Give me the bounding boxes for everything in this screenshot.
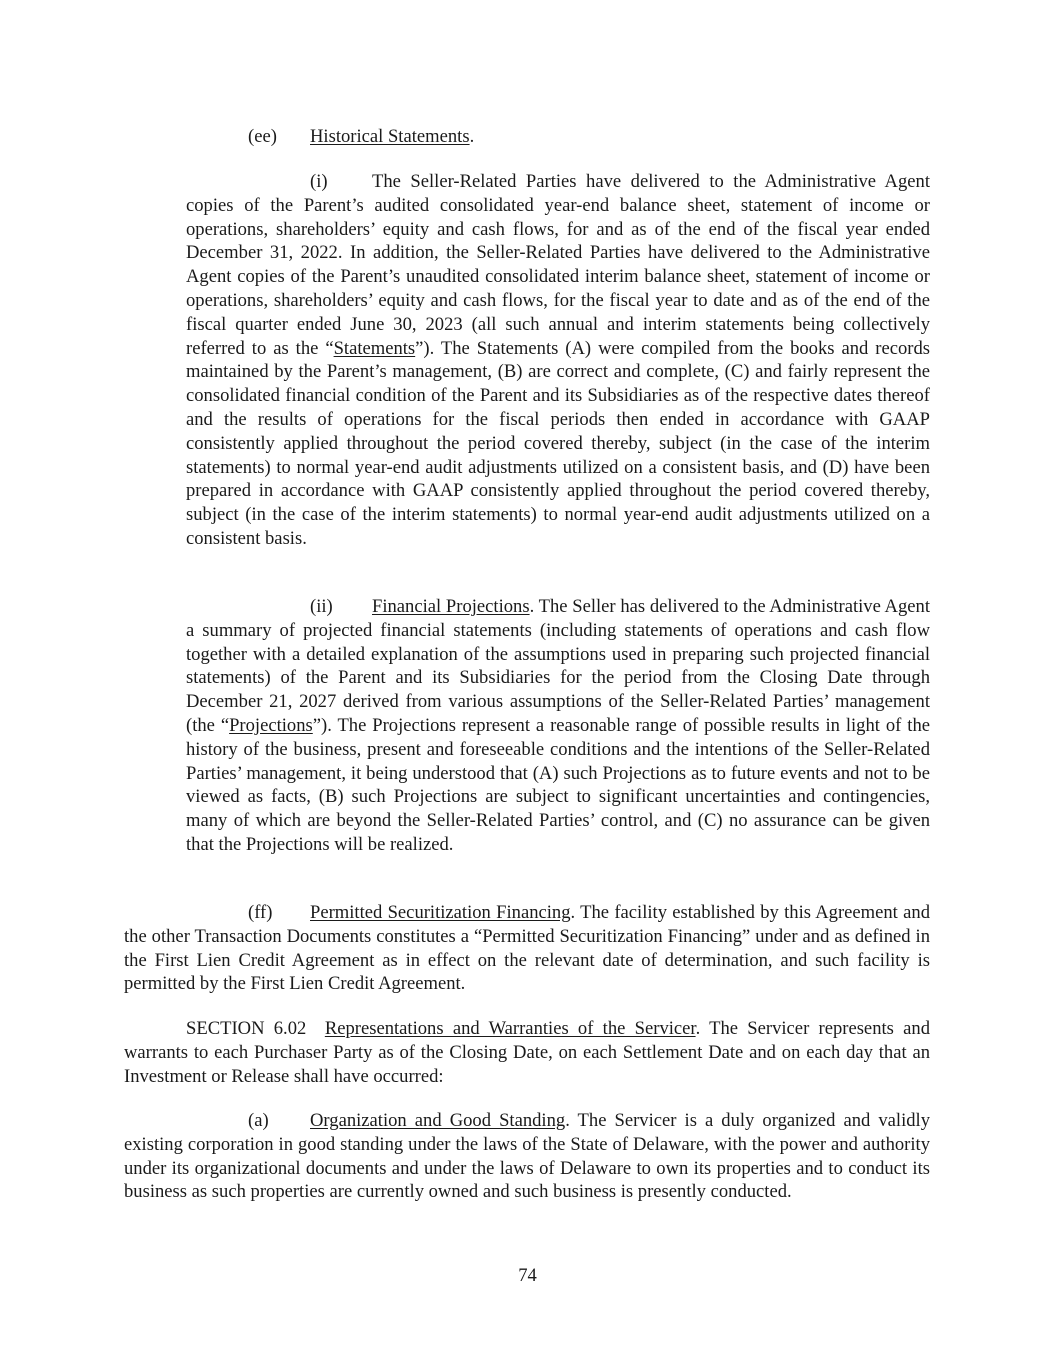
section-ff-label: (ff) bbox=[248, 902, 273, 923]
paragraph-ee-i-text-1: The Seller-Related Parties have delivered to the Administrative Agent copies of the Parent’s audited consolidated year-end balance sheet, statement of income or operations, shareholders’ equity and cash flows, for and as of the end of the fiscal year ended December 31, 2022. In addition, the Seller-Related Parties have delivered to the Administrative Agent copies of the Parent’s unaudited consolidated interim balance sheet, statement of income or operations, shareholders’ equity and cash flows, for the fiscal year to date and as of the end of the fiscal quarter ended June 30, 2023 (all such annual and interim statements being collectively referred to as the “ bbox=[186, 171, 930, 359]
paragraph-ee-ii-text-2: ”). The Projections represent a reasonable range of possible results in light of the history of the business, present and foreseeable conditions and the intentions of the Seller-Related Parties’ management, it being understood that (A) such Projections as to future events and not to be viewed as facts, (B) such Projections are subject to significant uncertainties and contingencies, many of which are beyond the Seller-Related Parties’ control, and (C) no assurance can be given that the Projections will be realized. bbox=[186, 714, 930, 855]
paragraph-ee-ii-label: (ii) bbox=[310, 596, 333, 617]
section-a-label: (a) bbox=[248, 1110, 269, 1131]
section-ee-label: (ee) bbox=[248, 126, 277, 147]
section-6-02-text: . The Servicer represents and warrants to each Purchaser Party as of the Closing Date, on each Settlement Date and on each day that an Investment or Release shall have occurred: bbox=[124, 1018, 930, 1087]
section-ff-text: . The facility established by this Agreement and the other Transaction Documents constitutes a “Permitted Securitization Financing” under and as defined in the First Lien Credit Agreement as in effect on the relevant date of determination, and such facility is permitted by the First Lien Credit Agreement. bbox=[124, 902, 930, 995]
page-number: 74 bbox=[518, 1265, 537, 1286]
section-a bbox=[124, 1109, 930, 1204]
section-6-02-label: SECTION 6.02 bbox=[186, 1018, 307, 1039]
section-a-text: . The Servicer is a duly organized and validly existing corporation in good standing under the laws of the State of Delaware, with the power and authority under its organizational documents and under the laws of Delaware to own its properties and to conduct its business as such properties are currently owned and such business is presently conducted. bbox=[124, 1110, 930, 1203]
paragraph-ee-i-text-2: ”). The Statements (A) were compiled from the books and records maintained by the Parent’s management, (B) are correct and complete, (C) and fairly represent the consolidated financial condition of the Parent and its Subsidiaries as of the respective dates thereof and the results of operations for the fiscal periods then ended in accordance with GAAP consistently applied throughout the period covered thereby, subject (in the case of the interim statements) to normal year-end audit adjustments utilized on a consistent basis, and (D) have been prepared in accordance with GAAP consistently applied throughout the period covered thereby, subject (in the case of the interim statements) to normal year-end audit adjustments utilized on a consistent basis. bbox=[186, 337, 930, 549]
section-a-title: Organization and Good Standing bbox=[310, 1110, 566, 1131]
paragraph-ee-ii-text-1: . The Seller has delivered to the Administrative Agent a summary of projected financial statements (including statements of operations and cash flow together with a detailed explanation of the assumptions used in preparing such projected financial statements) of the Parent and its Subsidiaries for the period from the Closing Date through December 21, 2027 derived from various assumptions of the Seller-Related Parties’ management (the “ bbox=[186, 596, 930, 736]
defined-term-statements: Statements bbox=[333, 337, 416, 359]
section-ff-title: Permitted Securitization Financing bbox=[310, 902, 571, 923]
paragraph-ee-i bbox=[186, 170, 930, 551]
section-6-02 bbox=[124, 1017, 930, 1088]
section-ee-heading: (ee) Historical Statements. bbox=[248, 126, 475, 147]
section-6-02-title: Representations and Warranties of the Servicer bbox=[324, 1018, 696, 1039]
paragraph-ee-ii-title: Financial Projections bbox=[372, 596, 530, 617]
section-ee-title: Historical Statements bbox=[310, 126, 470, 147]
paragraph-ee-i-label: (i) bbox=[310, 171, 328, 192]
paragraph-ee-ii bbox=[186, 595, 930, 857]
section-ff bbox=[124, 901, 930, 996]
defined-term-projections: Projections bbox=[229, 714, 313, 736]
